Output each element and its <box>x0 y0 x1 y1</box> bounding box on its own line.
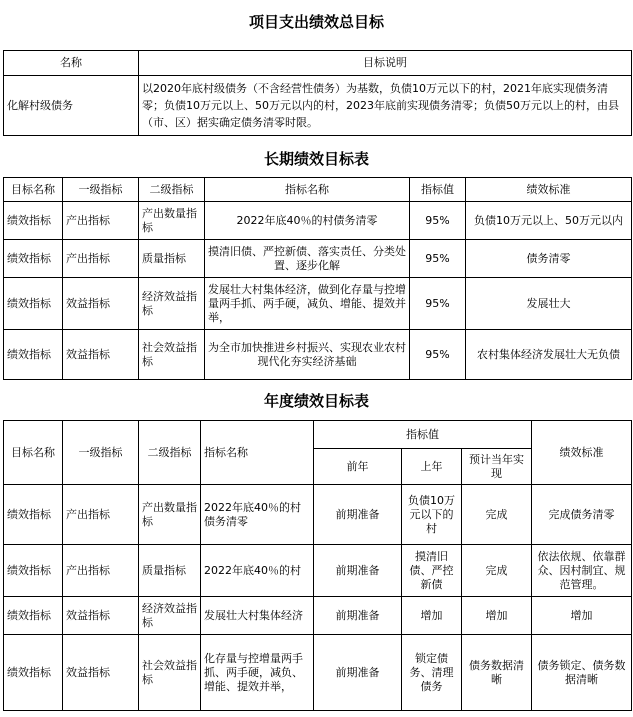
an-cell: 依法依规、依靠群众、因村制宜、规范管理。 <box>532 545 632 597</box>
an-header: 指标值 <box>314 421 532 449</box>
lt-cell: 95% <box>410 278 466 330</box>
table-row <box>4 597 632 635</box>
an-cell: 增加 <box>532 597 632 635</box>
annual-table <box>3 420 632 711</box>
lt-header: 二级指标 <box>139 178 205 202</box>
table-row <box>4 635 632 711</box>
an-cell: 绩效指标 <box>4 597 63 635</box>
lt-cell: 负债10万元以上、50万元以内 <box>466 202 632 240</box>
an-cell: 经济效益指标 <box>139 597 201 635</box>
an-cell: 前期准备 <box>314 635 402 711</box>
lt-cell: 绩效指标 <box>4 278 63 330</box>
lt-cell: 产出数量指标 <box>139 202 205 240</box>
lt-cell: 发展壮大 <box>466 278 632 330</box>
long-term-table <box>3 177 632 380</box>
lt-cell: 95% <box>410 202 466 240</box>
table-row <box>4 545 632 597</box>
lt-cell: 效益指标 <box>63 278 139 330</box>
annual-title: 年度绩效目标表 <box>263 392 369 410</box>
an-cell: 完成债务清零 <box>532 485 632 545</box>
an-cell: 2022年底40％的村债务清零 <box>201 485 314 545</box>
summary-header-desc: 目标说明 <box>139 51 632 76</box>
lt-cell: 绩效指标 <box>4 330 63 380</box>
summary-row-desc: 以2020年底村级债务（不含经营性债务）为基数，负债10万元以下的村，2021年底实现债务清零；负债10万元以上、50万元以内的村，2023年底前实现债务清零；负债50万元以上的村，由县（市、区）据实确定债务清零时限。 <box>139 76 632 136</box>
lt-cell: 债务清零 <box>466 240 632 278</box>
an-subheader: 上年 <box>402 449 462 485</box>
an-subheader: 前年 <box>314 449 402 485</box>
an-cell: 前期准备 <box>314 545 402 597</box>
an-header: 绩效标准 <box>532 421 632 485</box>
lt-header: 目标名称 <box>4 178 63 202</box>
lt-cell: 经济效益指标 <box>139 278 205 330</box>
an-cell: 化存量与控增量两手抓、两手硬，减负、增能、提效并举， <box>201 635 314 711</box>
an-cell: 产出指标 <box>63 485 139 545</box>
lt-cell: 绩效指标 <box>4 202 63 240</box>
an-cell: 负债10万元以下的村 <box>402 485 462 545</box>
an-header: 指标名称 <box>201 421 314 485</box>
an-cell: 增加 <box>402 597 462 635</box>
lt-cell: 95% <box>410 330 466 380</box>
lt-cell: 摸清旧债、严控新债、落实责任、分类处置、逐步化解 <box>205 240 410 278</box>
an-cell: 产出数量指标 <box>139 485 201 545</box>
table-row <box>4 278 632 330</box>
an-cell: 摸清旧债、严控新债 <box>402 545 462 597</box>
lt-cell: 效益指标 <box>63 330 139 380</box>
an-cell: 绩效指标 <box>4 485 63 545</box>
an-cell: 效益指标 <box>63 597 139 635</box>
an-header: 一级指标 <box>63 421 139 485</box>
lt-cell: 95% <box>410 240 466 278</box>
lt-header: 指标值 <box>410 178 466 202</box>
an-cell: 效益指标 <box>63 635 139 711</box>
an-cell: 绩效指标 <box>4 635 63 711</box>
an-cell: 完成 <box>462 545 532 597</box>
an-subheader: 预计当年实现 <box>462 449 532 485</box>
an-cell: 质量指标 <box>139 545 201 597</box>
an-cell: 2022年底40％的村 <box>201 545 314 597</box>
an-header: 二级指标 <box>139 421 201 485</box>
long-term-title: 长期绩效目标表 <box>263 150 369 168</box>
lt-header: 指标名称 <box>205 178 410 202</box>
lt-cell: 产出指标 <box>63 202 139 240</box>
main-title: 项目支出绩效总目标 <box>248 13 384 31</box>
an-cell: 债务数据清晰 <box>462 635 532 711</box>
lt-header: 绩效标准 <box>466 178 632 202</box>
lt-cell: 绩效指标 <box>4 240 63 278</box>
lt-cell: 农村集体经济发展壮大无负债 <box>466 330 632 380</box>
lt-cell: 发展壮大村集体经济，做到化存量与控增量两手抓、两手硬，减负、增能、提效并举， <box>205 278 410 330</box>
summary-table <box>3 50 632 136</box>
summary-row-name: 化解村级债务 <box>4 76 139 136</box>
lt-cell: 2022年底40％的村债务清零 <box>205 202 410 240</box>
lt-cell: 为全市加快推进乡村振兴、实现农业农村现代化夯实经济基础 <box>205 330 410 380</box>
table-row <box>4 485 632 545</box>
summary-header-name: 名称 <box>4 51 139 76</box>
an-cell: 增加 <box>462 597 532 635</box>
an-cell: 完成 <box>462 485 532 545</box>
an-cell: 前期准备 <box>314 485 402 545</box>
table-row <box>4 240 632 278</box>
an-header: 目标名称 <box>4 421 63 485</box>
lt-cell: 产出指标 <box>63 240 139 278</box>
an-cell: 社会效益指标 <box>139 635 201 711</box>
lt-cell: 社会效益指标 <box>139 330 205 380</box>
an-cell: 前期准备 <box>314 597 402 635</box>
lt-header: 一级指标 <box>63 178 139 202</box>
an-cell: 发展壮大村集体经济 <box>201 597 314 635</box>
an-cell: 绩效指标 <box>4 545 63 597</box>
an-cell: 债务锁定、债务数据清晰 <box>532 635 632 711</box>
an-cell: 锁定债务、清理债务 <box>402 635 462 711</box>
table-row <box>4 330 632 380</box>
an-cell: 产出指标 <box>63 545 139 597</box>
lt-cell: 质量指标 <box>139 240 205 278</box>
table-row <box>4 202 632 240</box>
